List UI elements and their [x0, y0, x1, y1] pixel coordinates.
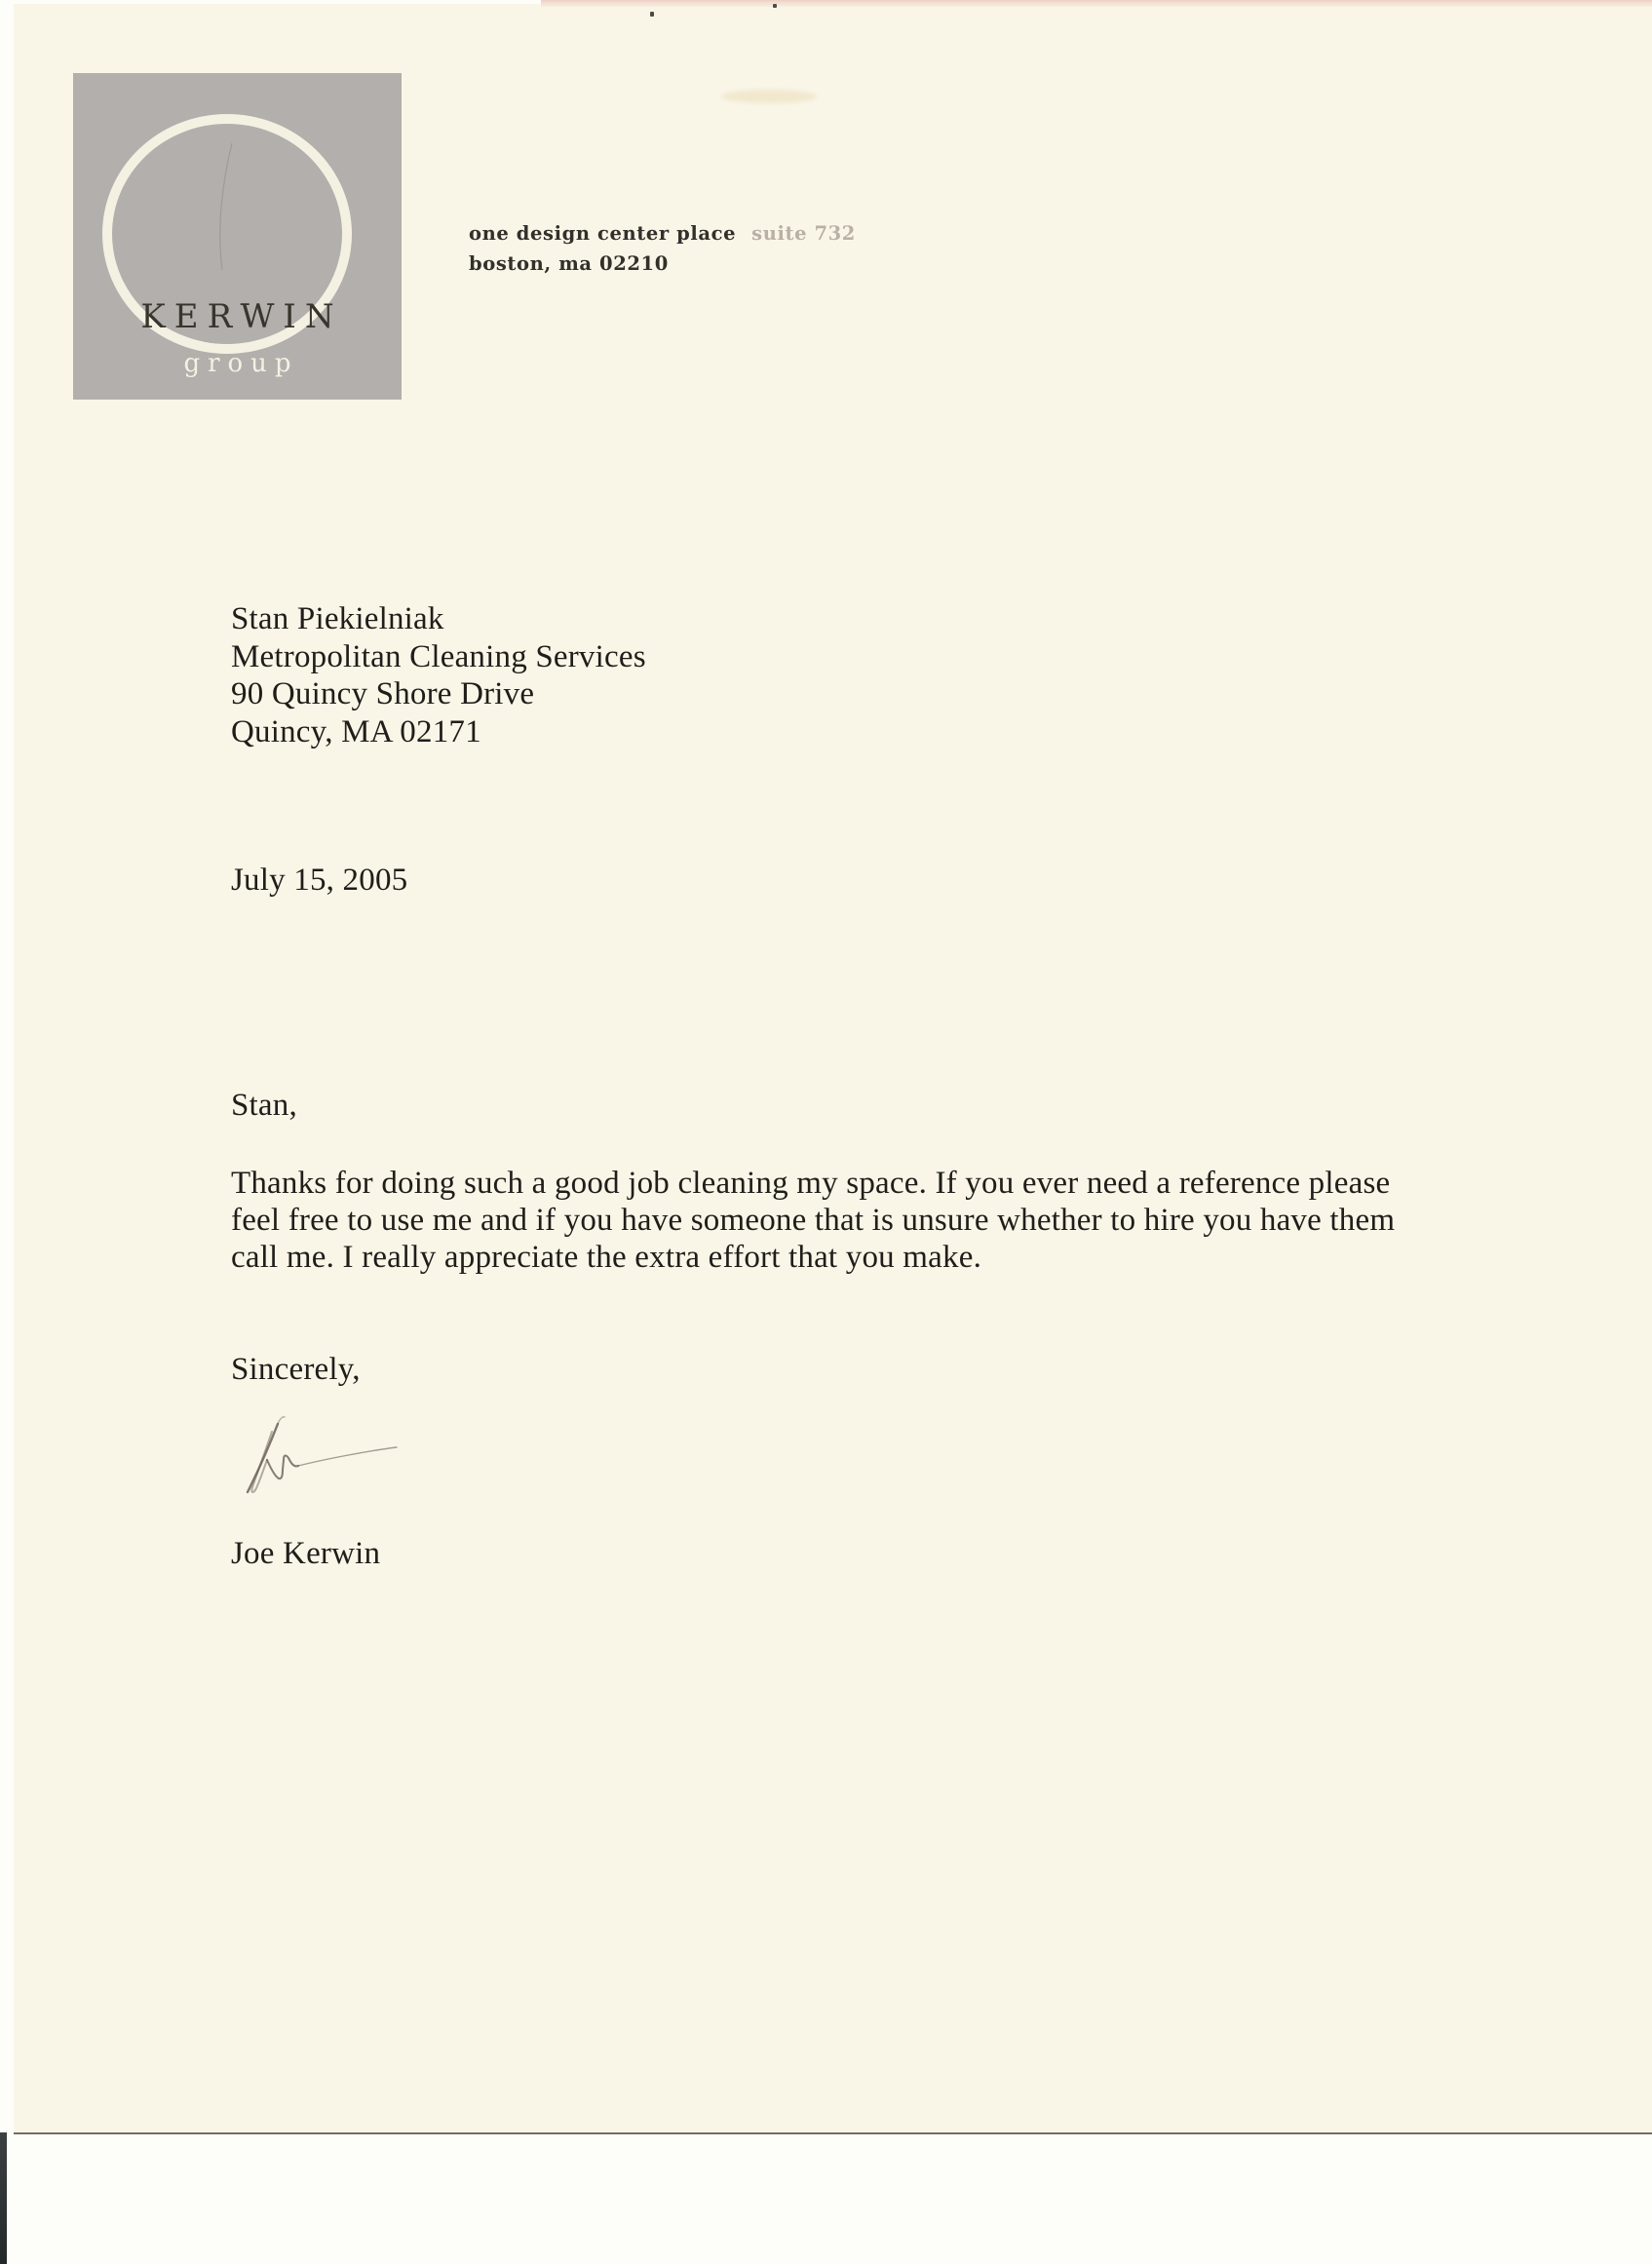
- letterhead-address-line2: boston, ma 02210: [469, 252, 669, 275]
- recipient-street: 90 Quincy Shore Drive: [231, 676, 535, 711]
- recipient-company: Metropolitan Cleaning Services: [231, 638, 646, 674]
- letter-date: July 15, 2005: [231, 863, 408, 898]
- street-address: one design center place: [469, 222, 737, 245]
- letterhead-address: [469, 218, 856, 279]
- scan-corner-shadow: [0, 2132, 7, 2264]
- letterhead-address-line1: [469, 218, 856, 249]
- recipient-city-state-zip: Quincy, MA 02171: [231, 713, 481, 749]
- handwritten-signature: [229, 1408, 424, 1516]
- dust-speck: [650, 12, 654, 17]
- dust-speck: [773, 4, 777, 8]
- salutation: Stan,: [231, 1088, 297, 1123]
- recipient-name: Stan Piekielniak: [231, 601, 444, 636]
- suite-number: suite 732: [751, 222, 856, 245]
- logo-brand-name: KERWIN: [140, 297, 343, 336]
- kerwin-group-logo: [73, 73, 402, 400]
- recipient-address-block: [231, 600, 646, 750]
- paper-smudge: [721, 90, 817, 103]
- signer-name: Joe Kerwin: [231, 1536, 381, 1571]
- letter-body-paragraph: Thanks for doing such a good job cleaning my space. If you ever need a reference please feel free to use me and if you have someone that is unsure whether to hire you have them call me. I really appreciate the extra effort that you make.: [231, 1166, 1396, 1275]
- closing: Sincerely,: [231, 1352, 361, 1387]
- logo-brand-subname: group: [183, 349, 299, 378]
- scan-edge-artifact: [541, 0, 1652, 8]
